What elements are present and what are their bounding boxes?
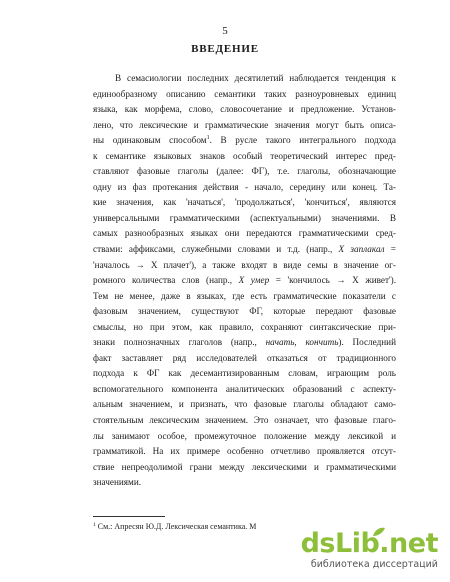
watermark-logo: dsLib.net	[300, 528, 438, 559]
body-line	[93, 304, 396, 320]
body-line	[93, 149, 396, 165]
body-line-text: ны одинаковым способом	[93, 135, 207, 146]
body-line	[93, 164, 396, 180]
body-line-text: смыслы, но при этом, как правило, сохраняют синтаксические при-	[93, 321, 396, 332]
body-line-text: лено, что лексические и грамматические значения могут быть описа-	[93, 119, 396, 130]
body-line-text: Тем не менее, даже в языках, где есть грамматические показатели с	[93, 290, 396, 301]
body-line	[93, 102, 396, 118]
body-line	[93, 351, 396, 367]
body-line-text: знаки полнозначных глаголов (напр.,	[93, 337, 266, 348]
footnote	[93, 522, 256, 531]
body-line	[93, 444, 396, 460]
body-line	[93, 242, 396, 258]
body-line-text: универсальными грамматическими (аспектуальными) значениями. В	[93, 212, 396, 223]
body-line	[93, 460, 396, 476]
body-line	[93, 133, 396, 149]
dslib-watermark[interactable]	[300, 528, 438, 574]
body-line	[93, 87, 396, 103]
body-line-text: вспомогательного компонента аналитических образований с аспекту-	[93, 383, 396, 394]
body-line	[93, 320, 396, 336]
body-line	[93, 258, 396, 274]
body-line-text: грамматикой. На их примере особенно отчетливо проявляется отсут-	[93, 446, 396, 457]
section-heading: ВВЕДЕНИЕ	[191, 43, 259, 55]
footnote-text: См.: Апресян Ю.Д. Лексическая семантика. М	[95, 522, 257, 531]
example-phrase: Х умер	[238, 275, 270, 286]
body-line-text: ромного количества слов (напр.,	[93, 275, 239, 286]
body-line	[93, 226, 396, 242]
body-line-text: кие значения, как 'начаться', 'продолжаться', 'кончиться', являются	[93, 197, 396, 208]
body-line	[93, 335, 396, 351]
body-line-text: стоятельным лексическим значением. Это означает, что фазовые глаго-	[93, 415, 396, 426]
body-line	[93, 118, 396, 134]
example-phrase: Х заплакал	[338, 244, 385, 255]
body-line	[93, 429, 396, 445]
body-text	[93, 71, 396, 491]
page-number: 5	[222, 25, 228, 37]
body-line	[93, 475, 396, 491]
body-line-text: ставляют фазовые глаголы (далее: ФГ), т.е. глаголы, обозначающие	[93, 166, 396, 177]
body-line-text: фазовым значением, существуют ФГ, которые передают фазовые	[93, 306, 396, 317]
body-line	[93, 211, 396, 227]
body-line-continuation: =	[384, 244, 396, 255]
body-line-text: одну из фаз протекания действия - начало, середину или конец. Та-	[93, 181, 396, 192]
body-line	[93, 413, 396, 429]
footnote-marker: 1	[93, 522, 96, 528]
watermark-subtitle: библиотека диссертаций	[310, 559, 438, 570]
body-line-text: 'началось → Х плачет'), а также входят в виде семы в значение ог-	[93, 259, 396, 270]
footnote-divider	[93, 516, 165, 517]
body-line-continuation: . В русле такого интегрального подхода	[209, 135, 396, 146]
body-line	[93, 195, 396, 211]
body-line-text: самых разнообразных языках они передаются грамматическими сред-	[93, 228, 396, 239]
body-line	[93, 366, 396, 382]
body-line	[93, 289, 396, 305]
body-line-text: альным значением, и признать, что фазовые глаголы обладают само-	[93, 399, 396, 410]
body-line	[93, 180, 396, 196]
body-line	[93, 273, 396, 289]
body-line-text: В семасиологии последних десятилетий наблюдается тенденция к	[115, 73, 396, 83]
example-phrase: начать, кончить	[265, 337, 339, 348]
body-line-text: единообразному описанию семантики таких разноуровневых единиц	[93, 88, 396, 99]
body-line-text: подхода к ФГ как десемантизированным словам, играющим роль	[93, 368, 396, 379]
body-line-text: языка, как морфема, слово, словосочетание и предложение. Установ-	[93, 104, 396, 115]
body-line	[93, 397, 396, 413]
body-line-continuation: ). Последний	[338, 337, 397, 348]
body-line-text: лы занимают особое, промежуточное положение между лексикой и	[93, 430, 396, 441]
body-line-text: ствами: аффиксами, служебными словами и т.д. (напр.,	[93, 244, 339, 255]
body-line	[93, 382, 396, 398]
body-line-text: факт заставляет ряд исследователей отказаться от традиционного	[93, 352, 396, 363]
body-line-text: к семантике языковых знаков особый теоретический интерес пред-	[93, 150, 396, 161]
footnote-reference: 1	[206, 135, 210, 142]
body-line	[93, 71, 396, 87]
body-line-text: ствие непреодолимой грани между лексическими и грамматическими	[93, 461, 396, 472]
body-line-text: значениями.	[93, 477, 142, 488]
body-line-continuation: = 'кончилось → Х живет').	[269, 275, 397, 286]
